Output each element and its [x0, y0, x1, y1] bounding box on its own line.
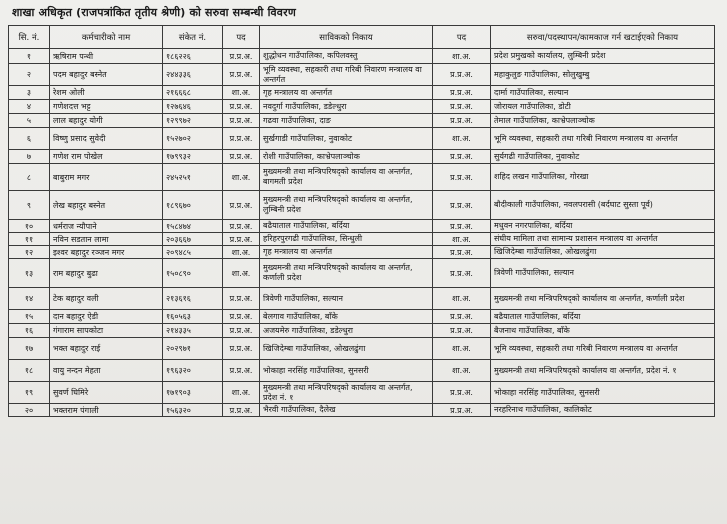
new-office-cell: जोरायल गाउँपालिका, डोटी: [491, 100, 715, 114]
serial-cell: १६: [9, 324, 50, 338]
table-row: [9, 64, 715, 86]
new-post-cell: शा.अ.: [433, 49, 491, 64]
old-office-cell: गृह मन्त्रालय वा अन्तर्गत: [260, 246, 433, 259]
post-cell: प्र.प्र.अ.: [223, 150, 260, 164]
employee-name-cell: राम बहादुर बुढा: [50, 259, 163, 288]
code-cell: १५६३२०: [163, 404, 223, 417]
code-cell: १५०८९०: [163, 259, 223, 288]
col-header-old-office: साविकको निकाय: [260, 26, 433, 49]
new-post-cell: प्र.प्र.अ.: [433, 324, 491, 338]
new-post-cell: शा.अ.: [433, 233, 491, 246]
serial-cell: १७: [9, 338, 50, 360]
table-row: [9, 324, 715, 338]
serial-cell: १२: [9, 246, 50, 259]
serial-cell: ५: [9, 114, 50, 128]
serial-cell: ६: [9, 128, 50, 150]
new-office-cell: त्रिवेणी गाउँपालिका, सल्यान: [491, 259, 715, 288]
new-post-cell: शा.अ.: [433, 128, 491, 150]
code-cell: १६०५६३: [163, 310, 223, 324]
post-cell: प्र.प्र.अ.: [223, 64, 260, 86]
table-row: [9, 100, 715, 114]
old-office-cell: मुख्यमन्त्री तथा मन्त्रिपरिषद्को कार्यालय वा अन्तर्गत, लुम्बिनी प्रदेश: [260, 191, 433, 220]
table-row: [9, 360, 715, 382]
serial-cell: ८: [9, 164, 50, 191]
old-office-cell: अजयमेरु गाउँपालिका, डडेल्धुरा: [260, 324, 433, 338]
new-post-cell: प्र.प्र.अ.: [433, 246, 491, 259]
new-office-cell: दार्मा गाउँपालिका, सल्यान: [491, 86, 715, 100]
post-cell: शा.अ.: [223, 164, 260, 191]
serial-cell: १४: [9, 288, 50, 310]
serial-cell: ४: [9, 100, 50, 114]
new-post-cell: शा.अ.: [433, 288, 491, 310]
post-cell: शा.अ.: [223, 259, 260, 288]
new-post-cell: प्र.प्र.अ.: [433, 404, 491, 417]
table-row: [9, 49, 715, 64]
employee-name-cell: धर्मराज न्यौपाने: [50, 220, 163, 233]
code-cell: २१६६६८: [163, 86, 223, 100]
col-header-new-post: पद: [433, 26, 491, 49]
old-office-cell: भूमि व्यवस्था, सहकारी तथा गरिबी निवारण मन्त्रालय वा अन्तर्गत: [260, 64, 433, 86]
new-office-cell: भूमि व्यवस्था, सहकारी तथा गरिबी निवारण मन्त्रालय वा अन्तर्गत: [491, 338, 715, 360]
old-office-cell: हरिहरपुरगढी गाउँपालिका, सिन्धुली: [260, 233, 433, 246]
new-post-cell: प्र.प्र.अ.: [433, 220, 491, 233]
employee-name-cell: रेशम ओली: [50, 86, 163, 100]
serial-cell: १५: [9, 310, 50, 324]
employee-name-cell: वायु नन्दन मेहता: [50, 360, 163, 382]
new-office-cell: संघीय मामिला तथा सामान्य प्रशासन मन्त्रालय वा अन्तर्गत: [491, 233, 715, 246]
code-cell: १८९६७०: [163, 191, 223, 220]
code-cell: १९६३२०: [163, 360, 223, 382]
old-office-cell: त्रिवेणी गाउँपालिका, सल्यान: [260, 288, 433, 310]
old-office-cell: शुद्धोधन गाउँपालिका, कपिलवस्तु: [260, 49, 433, 64]
new-post-cell: प्र.प्र.अ.: [433, 100, 491, 114]
new-office-cell: सुर्यगढी गाउँपालिका, नुवाकोट: [491, 150, 715, 164]
code-cell: २०२९७१: [163, 338, 223, 360]
post-cell: प्र.प्र.अ.: [223, 404, 260, 417]
serial-cell: ११: [9, 233, 50, 246]
post-cell: प्र.प्र.अ.: [223, 360, 260, 382]
col-header-new-office: सरुवा/पदस्थापन/कामकाज गर्न खटाईएको निकाय: [491, 26, 715, 49]
old-office-cell: नवदुर्गा गाउँपालिका, डडेल्धुरा: [260, 100, 433, 114]
employee-name-cell: लाल बहादुर योगी: [50, 114, 163, 128]
table-row: [9, 310, 715, 324]
table-row: [9, 150, 715, 164]
new-office-cell: खिजिदेम्बा गाउँपालिका, ओखलढुंगा: [491, 246, 715, 259]
new-office-cell: मुख्यमन्त्री तथा मन्त्रिपरिषद्को कार्यालय वा अन्तर्गत, प्रदेश नं. १: [491, 360, 715, 382]
transfer-table: [8, 25, 715, 417]
new-office-cell: मधुवन नगरपालिका, बर्दिया: [491, 220, 715, 233]
old-office-cell: मुख्यमन्त्री तथा मन्त्रिपरिषद्को कार्यालय वा अन्तर्गत, कर्णाली प्रदेश: [260, 259, 433, 288]
post-cell: प्र.प्र.अ.: [223, 288, 260, 310]
table-row: [9, 220, 715, 233]
new-post-cell: शा.अ.: [433, 338, 491, 360]
serial-cell: १८: [9, 360, 50, 382]
new-office-cell: नरहरिनाथ गाउँपालिका, कालिकोट: [491, 404, 715, 417]
old-office-cell: भोकाहा नरसिंह गाउँपालिका, सुनसरी: [260, 360, 433, 382]
serial-cell: १: [9, 49, 50, 64]
new-post-cell: प्र.प्र.अ.: [433, 64, 491, 86]
serial-cell: ९: [9, 191, 50, 220]
old-office-cell: बेलगाव गाउँपालिका, बाँके: [260, 310, 433, 324]
new-office-cell: तेमाल गाउँपालिका, काभ्रेपलाञ्चोक: [491, 114, 715, 128]
employee-name-cell: दान बहादुर ऐडी: [50, 310, 163, 324]
new-post-cell: प्र.प्र.अ.: [433, 191, 491, 220]
code-cell: २०९४८५: [163, 246, 223, 259]
employee-name-cell: पदम बहादुर बस्नेत: [50, 64, 163, 86]
document-title: शाखा अधिकृत (राजपत्रांकित तृतीय श्रेणी) को सरुवा सम्बन्धी विवरण: [12, 6, 296, 19]
employee-name-cell: लेख बहादुर बस्नेत: [50, 191, 163, 220]
serial-cell: १०: [9, 220, 50, 233]
old-office-cell: रोशी गाउँपालिका, काभ्रेपलाञ्चोक: [260, 150, 433, 164]
employee-name-cell: ऋषिराम पन्थी: [50, 49, 163, 64]
new-office-cell: बैजनाथ गाउँपालिका, बाँके: [491, 324, 715, 338]
employee-name-cell: गणेश राम पोखेल: [50, 150, 163, 164]
new-post-cell: प्र.प्र.अ.: [433, 164, 491, 191]
table-row: [9, 114, 715, 128]
employee-name-cell: भक्त बहादुर राई: [50, 338, 163, 360]
code-cell: १५८४७४: [163, 220, 223, 233]
serial-cell: ३: [9, 86, 50, 100]
code-cell: १७१९०३: [163, 382, 223, 404]
employee-name-cell: गंगाराम सापकोटा: [50, 324, 163, 338]
table-row: [9, 259, 715, 288]
employee-name-cell: बाबुराम मगर: [50, 164, 163, 191]
new-office-cell: बौदीकाली गाउँपालिका, नवलपरासी (बर्दघाट सुस्ता पूर्व): [491, 191, 715, 220]
new-post-cell: प्र.प्र.अ.: [433, 150, 491, 164]
employee-name-cell: नविन सडतान लामा: [50, 233, 163, 246]
employee-name-cell: सुवर्ण घिमिरे: [50, 382, 163, 404]
serial-cell: ७: [9, 150, 50, 164]
serial-cell: १९: [9, 382, 50, 404]
new-post-cell: प्र.प्र.अ.: [433, 259, 491, 288]
table-row: [9, 233, 715, 246]
post-cell: प्र.प्र.अ.: [223, 49, 260, 64]
post-cell: प्र.प्र.अ.: [223, 191, 260, 220]
old-office-cell: मुख्यमन्त्री तथा मन्त्रिपरिषद्को कार्यालय वा अन्तर्गत, बागमती प्रदेश: [260, 164, 433, 191]
table-row: [9, 382, 715, 404]
post-cell: शा.अ.: [223, 382, 260, 404]
post-cell: प्र.प्र.अ.: [223, 128, 260, 150]
new-office-cell: भोकाहा नरसिंह गाउँपालिका, सुनसरी: [491, 382, 715, 404]
table-row: [9, 191, 715, 220]
post-cell: प्र.प्र.अ.: [223, 338, 260, 360]
code-cell: २१४३३५: [163, 324, 223, 338]
code-cell: २१३६१६: [163, 288, 223, 310]
old-office-cell: गृह मन्त्रालय वा अन्तर्गत: [260, 86, 433, 100]
col-header-code: संकेत नं.: [163, 26, 223, 49]
code-cell: १७९९३२: [163, 150, 223, 164]
serial-cell: २: [9, 64, 50, 86]
new-post-cell: प्र.प्र.अ.: [433, 382, 491, 404]
post-cell: प्र.प्र.अ.: [223, 220, 260, 233]
table-row: [9, 246, 715, 259]
post-cell: प्र.प्र.अ.: [223, 324, 260, 338]
table-body: [9, 49, 715, 417]
new-office-cell: शहिद लखन गाउँपालिका, गोरखा: [491, 164, 715, 191]
employee-name-cell: इश्वर बहादुर रञ्जन मगर: [50, 246, 163, 259]
new-office-cell: महाकुलुङ गाउँपालिका, सोलुखुम्बु: [491, 64, 715, 86]
col-header-name: कर्मचारीको नाम: [50, 26, 163, 49]
old-office-cell: गढवा गाउँपालिका, दाङ: [260, 114, 433, 128]
code-cell: १८६२२६: [163, 49, 223, 64]
table-row: [9, 164, 715, 191]
table-row: [9, 86, 715, 100]
new-post-cell: प्र.प्र.अ.: [433, 310, 491, 324]
post-cell: प्र.प्र.अ.: [223, 100, 260, 114]
code-cell: १५२७०२: [163, 128, 223, 150]
old-office-cell: खिजिदेम्बा गाउँपालिका, ओखलढुंगा: [260, 338, 433, 360]
table-row: [9, 404, 715, 417]
new-post-cell: प्र.प्र.अ.: [433, 114, 491, 128]
old-office-cell: सुर्खगाडी गाउँपालिका, नुवाकोट: [260, 128, 433, 150]
code-cell: १२७६४६: [163, 100, 223, 114]
code-cell: २०३६६७: [163, 233, 223, 246]
code-cell: २४५२५१: [163, 164, 223, 191]
post-cell: शा.अ.: [223, 86, 260, 100]
employee-name-cell: गणेशदत्त भट्ट: [50, 100, 163, 114]
col-header-post: पद: [223, 26, 260, 49]
old-office-cell: बढैयाताल गाउँपालिका, बर्दिया: [260, 220, 433, 233]
employee-name-cell: टेक बहादुर वली: [50, 288, 163, 310]
table-row: [9, 338, 715, 360]
new-office-cell: बढैयाताल गाउँपालिका, बर्दिया: [491, 310, 715, 324]
new-office-cell: मुख्यमन्त्री तथा मन्त्रिपरिषद्को कार्यालय वा अन्तर्गत, कर्णाली प्रदेश: [491, 288, 715, 310]
table-row: [9, 288, 715, 310]
new-post-cell: प्र.प्र.अ.: [433, 86, 491, 100]
col-header-serial: सि. नं.: [9, 26, 50, 49]
serial-cell: २०: [9, 404, 50, 417]
old-office-cell: मुख्यमन्त्री तथा मन्त्रिपरिषद्को कार्यालय वा अन्तर्गत, प्रदेश नं. १: [260, 382, 433, 404]
post-cell: शा.अ.: [223, 246, 260, 259]
post-cell: प्र.प्र.अ.: [223, 114, 260, 128]
table-header-row: [9, 26, 715, 49]
new-office-cell: प्रदेश प्रमुखको कार्यालय, लुम्बिनी प्रदेश: [491, 49, 715, 64]
old-office-cell: भैरवी गाउँपालिका, दैलेख: [260, 404, 433, 417]
table-row: [9, 128, 715, 150]
employee-name-cell: विष्णु प्रसाद सुवेदी: [50, 128, 163, 150]
code-cell: २४४३३६: [163, 64, 223, 86]
post-cell: प्र.प्र.अ.: [223, 310, 260, 324]
code-cell: १२९९७२: [163, 114, 223, 128]
serial-cell: १३: [9, 259, 50, 288]
new-office-cell: भूमि व्यवस्था, सहकारी तथा गरिबी निवारण मन्त्रालय वा अन्तर्गत: [491, 128, 715, 150]
new-post-cell: शा.अ.: [433, 360, 491, 382]
post-cell: प्र.प्र.अ.: [223, 233, 260, 246]
employee-name-cell: भक्तराम पंगाली: [50, 404, 163, 417]
